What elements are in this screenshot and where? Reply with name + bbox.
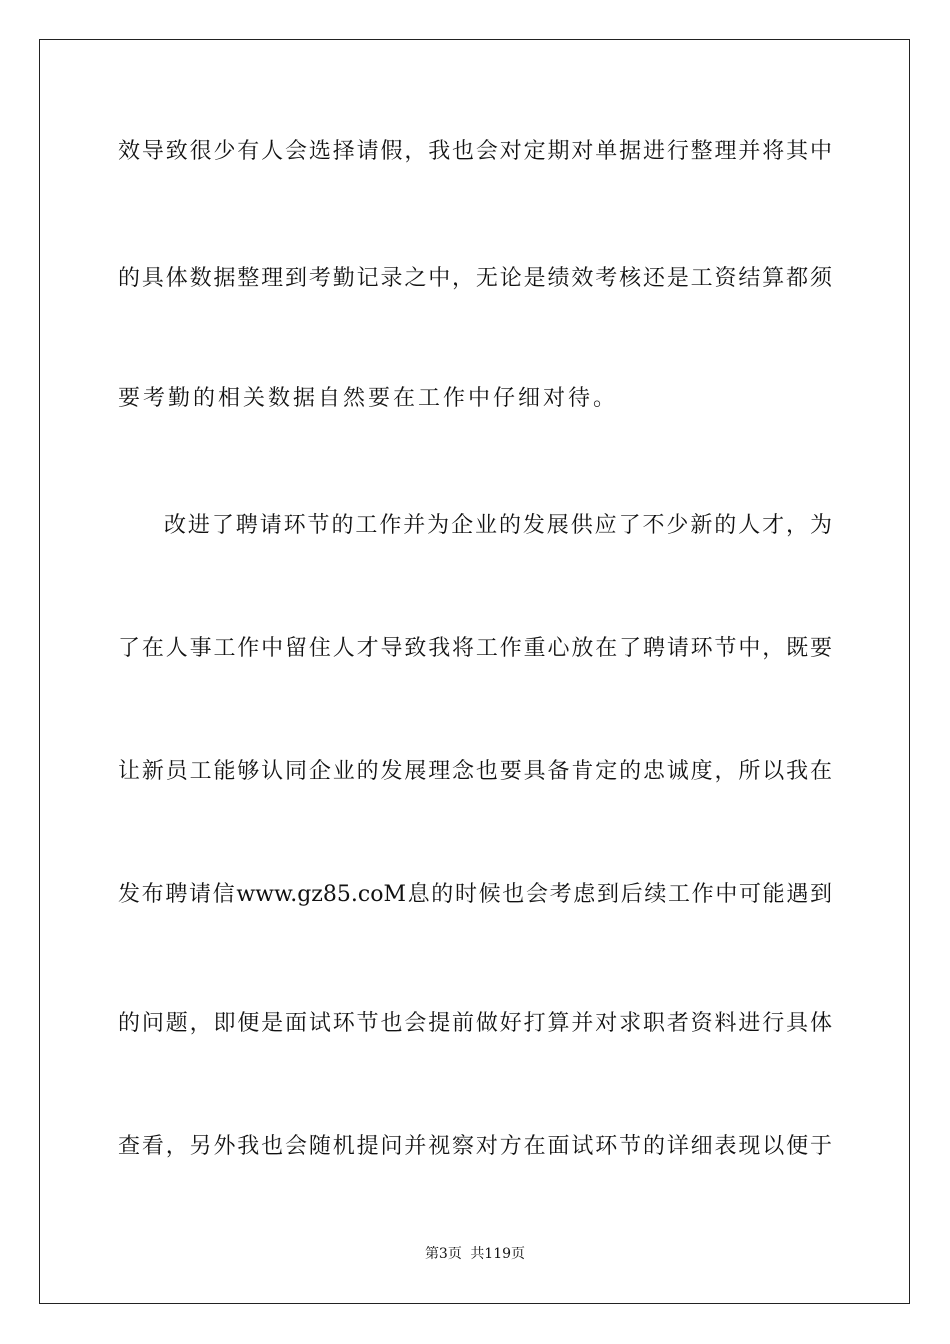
page-number: 第3页	[424, 1246, 462, 1262]
text-line: 的具体数据整理到考勤记录之中，无论是绩效考核还是工资结算都须	[118, 266, 832, 291]
text-line: 了在人事工作中留住人才导致我将工作重心放在了聘请环节中，既要	[118, 636, 832, 661]
text-line: 查看，另外我也会随机提问并视察对方在面试环节的详细表现以便于	[118, 1134, 832, 1159]
paragraph-first-line: 改进了聘请环节的工作并为企业的发展供应了不少新的人才，为	[164, 513, 832, 538]
text-line: 的问题，即便是面试环节也会提前做好打算并对求职者资料进行具体	[118, 1011, 832, 1036]
text-line: 让新员工能够认同企业的发展理念也要具备肯定的忠诚度，所以我在	[118, 759, 832, 784]
text-line: 要考勤的相关数据自然要在工作中仔细对待。	[118, 386, 619, 411]
text-line: 发布聘请信www.gz85.coM息的时候也会考虑到后续工作中可能遇到	[118, 882, 832, 907]
page-border	[39, 39, 910, 1304]
page-footer	[0, 1245, 950, 1263]
total-pages: 共119页	[470, 1246, 526, 1262]
text-line: 效导致很少有人会选择请假，我也会对定期对单据进行整理并将其中	[118, 139, 832, 164]
